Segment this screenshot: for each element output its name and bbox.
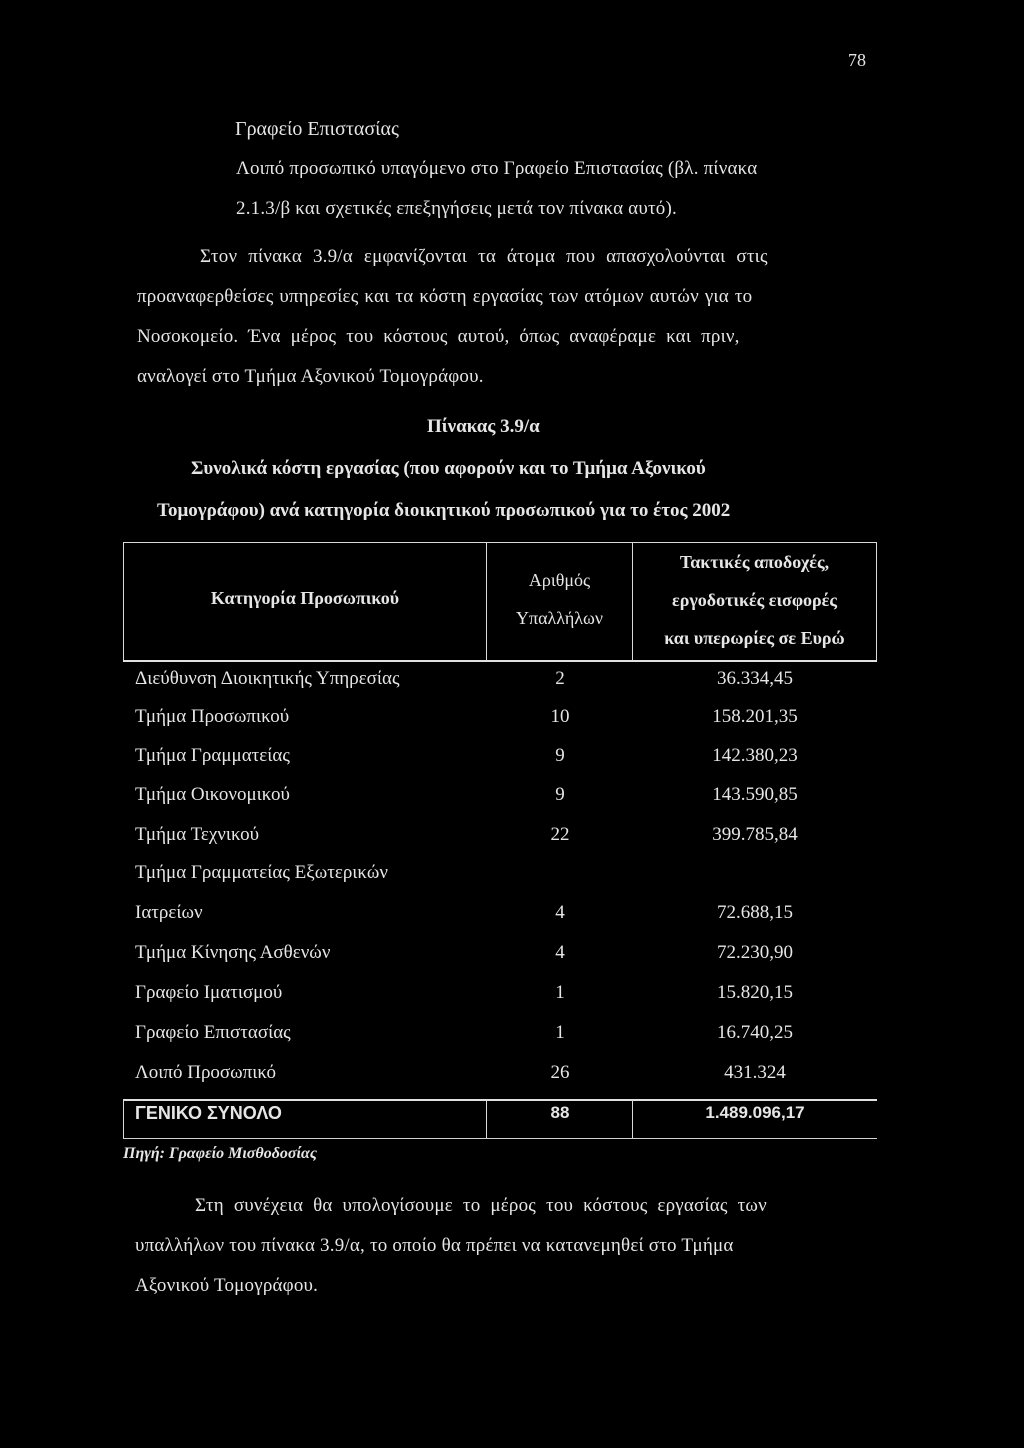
header-count-line: Αριθμός [528,570,591,590]
row-cost: 431.324 [724,1062,786,1083]
table-border-bottom [123,1138,877,1139]
header-cost-line: Τακτικές αποδοχές, [679,552,830,572]
row-count: 4 [555,902,565,923]
row-cost: 72.688,15 [717,902,793,923]
row-category: Τμήμα Προσωπικού [135,706,290,727]
row-category: Γραφείο Επιστασίας [135,1022,291,1043]
row-category: Γραφείο Ιματισμού [135,982,283,1003]
row-category: Ιατρείων [135,902,203,923]
row-category: Λοιπό Προσωπικό [135,1062,277,1083]
table-caption-line: Συνολικά κόστη εργασίας (που αφορούν και το Τμήμα Αξονικού [191,458,706,479]
row-cost: 15.820,15 [717,982,793,1003]
paragraph-line: αναλογεί στο Τμήμα Αξονικού Τομογράφου. [137,366,484,387]
row-count: 10 [550,706,570,727]
source-note: Πηγή: Γραφείο Μισθοδοσίας [123,1145,317,1162]
paragraph-line: Νοσοκομείο. Ένα μέρος του κόστους αυτού, όπως αναφέραμε και πριν, [137,326,740,347]
row-category: Τμήμα Γραμματείας Εξωτερικών [135,862,388,883]
row-cost: 16.740,25 [717,1022,793,1043]
paragraph-line: προαναφερθείσες υπηρεσίες και τα κόστη εργασίας των ατόμων αυτών για το [137,286,753,307]
row-count: 1 [555,982,565,1003]
header-cost-line: και υπερωρίες σε Ευρώ [664,628,845,648]
row-cost: 158.201,35 [712,706,798,727]
row-cost: 399.785,84 [712,824,798,845]
table-total-divider [123,1099,877,1101]
closing-line: Αξονικού Τομογράφου. [135,1275,319,1296]
table-border-right [876,542,877,660]
total-count: 88 [550,1103,570,1122]
header-count-line: Υπαλλήλων [516,608,603,628]
row-count: 9 [555,745,565,766]
row-count: 2 [555,668,565,689]
table-row [0,784,1024,814]
table-row [0,668,1024,698]
table-row [0,1022,1024,1052]
row-category: Διεύθυνση Διοικητικής Υπηρεσίας [135,668,400,689]
table-total-row [0,1103,1024,1133]
row-count: 1 [555,1022,565,1043]
header-category: Κατηγορία Προσωπικού [210,588,400,608]
closing-line: υπαλλήλων του πίνακα 3.9/α, το οποίο θα πρέπει να κατανεμηθεί στο Τμήμα [135,1235,734,1256]
table-border-top [123,542,877,543]
table-row [0,862,1024,892]
page-number: 78 [848,50,866,70]
table-column-divider [486,542,487,660]
row-category: Τμήμα Οικονομικού [135,784,290,805]
row-count: 26 [550,1062,570,1083]
row-cost: 36.334,45 [717,668,793,689]
row-category: Τμήμα Τεχνικού [135,824,260,845]
intro-line: 2.1.3/β και σχετικές επεξηγήσεις μετά τον πίνακα αυτό). [236,198,677,219]
intro-line: Λοιπό προσωπικό υπαγόμενο στο Γραφείο Επιστασίας (βλ. πίνακα [236,158,758,179]
row-count: 22 [550,824,570,845]
table-header-divider [123,660,877,662]
table-row [0,706,1024,736]
row-cost: 143.590,85 [712,784,798,805]
row-category: Τμήμα Γραμματείας [135,745,290,766]
row-count: 9 [555,784,565,805]
closing-line: Στη συνέχεια θα υπολογίσουμε το μέρος του κόστους εργασίας των [195,1195,767,1216]
row-cost: 72.230,90 [717,942,793,963]
table-row [0,902,1024,932]
table-row [0,745,1024,775]
row-cost: 142.380,23 [712,745,798,766]
row-category: Τμήμα Κίνησης Ασθενών [135,942,331,963]
table-row [0,982,1024,1012]
total-label: ΓΕΝΙΚΟ ΣΥΝΟΛΟ [135,1103,282,1123]
total-cost: 1.489.096,17 [705,1103,805,1122]
section-heading: Γραφείο Επιστασίας [235,118,399,140]
table-caption-label: Πίνακας 3.9/α [427,416,540,437]
table-row [0,824,1024,854]
table-caption-line: Τομογράφου) ανά κατηγορία διοικητικού προσωπικού για το έτος 2002 [157,500,731,521]
paragraph-line: Στον πίνακα 3.9/α εμφανίζονται τα άτομα που απασχολούνται στις [200,246,768,267]
table-row [0,1062,1024,1092]
row-count: 4 [555,942,565,963]
table-row [0,942,1024,972]
header-cost-line: εργοδοτικές εισφορές [672,590,837,610]
